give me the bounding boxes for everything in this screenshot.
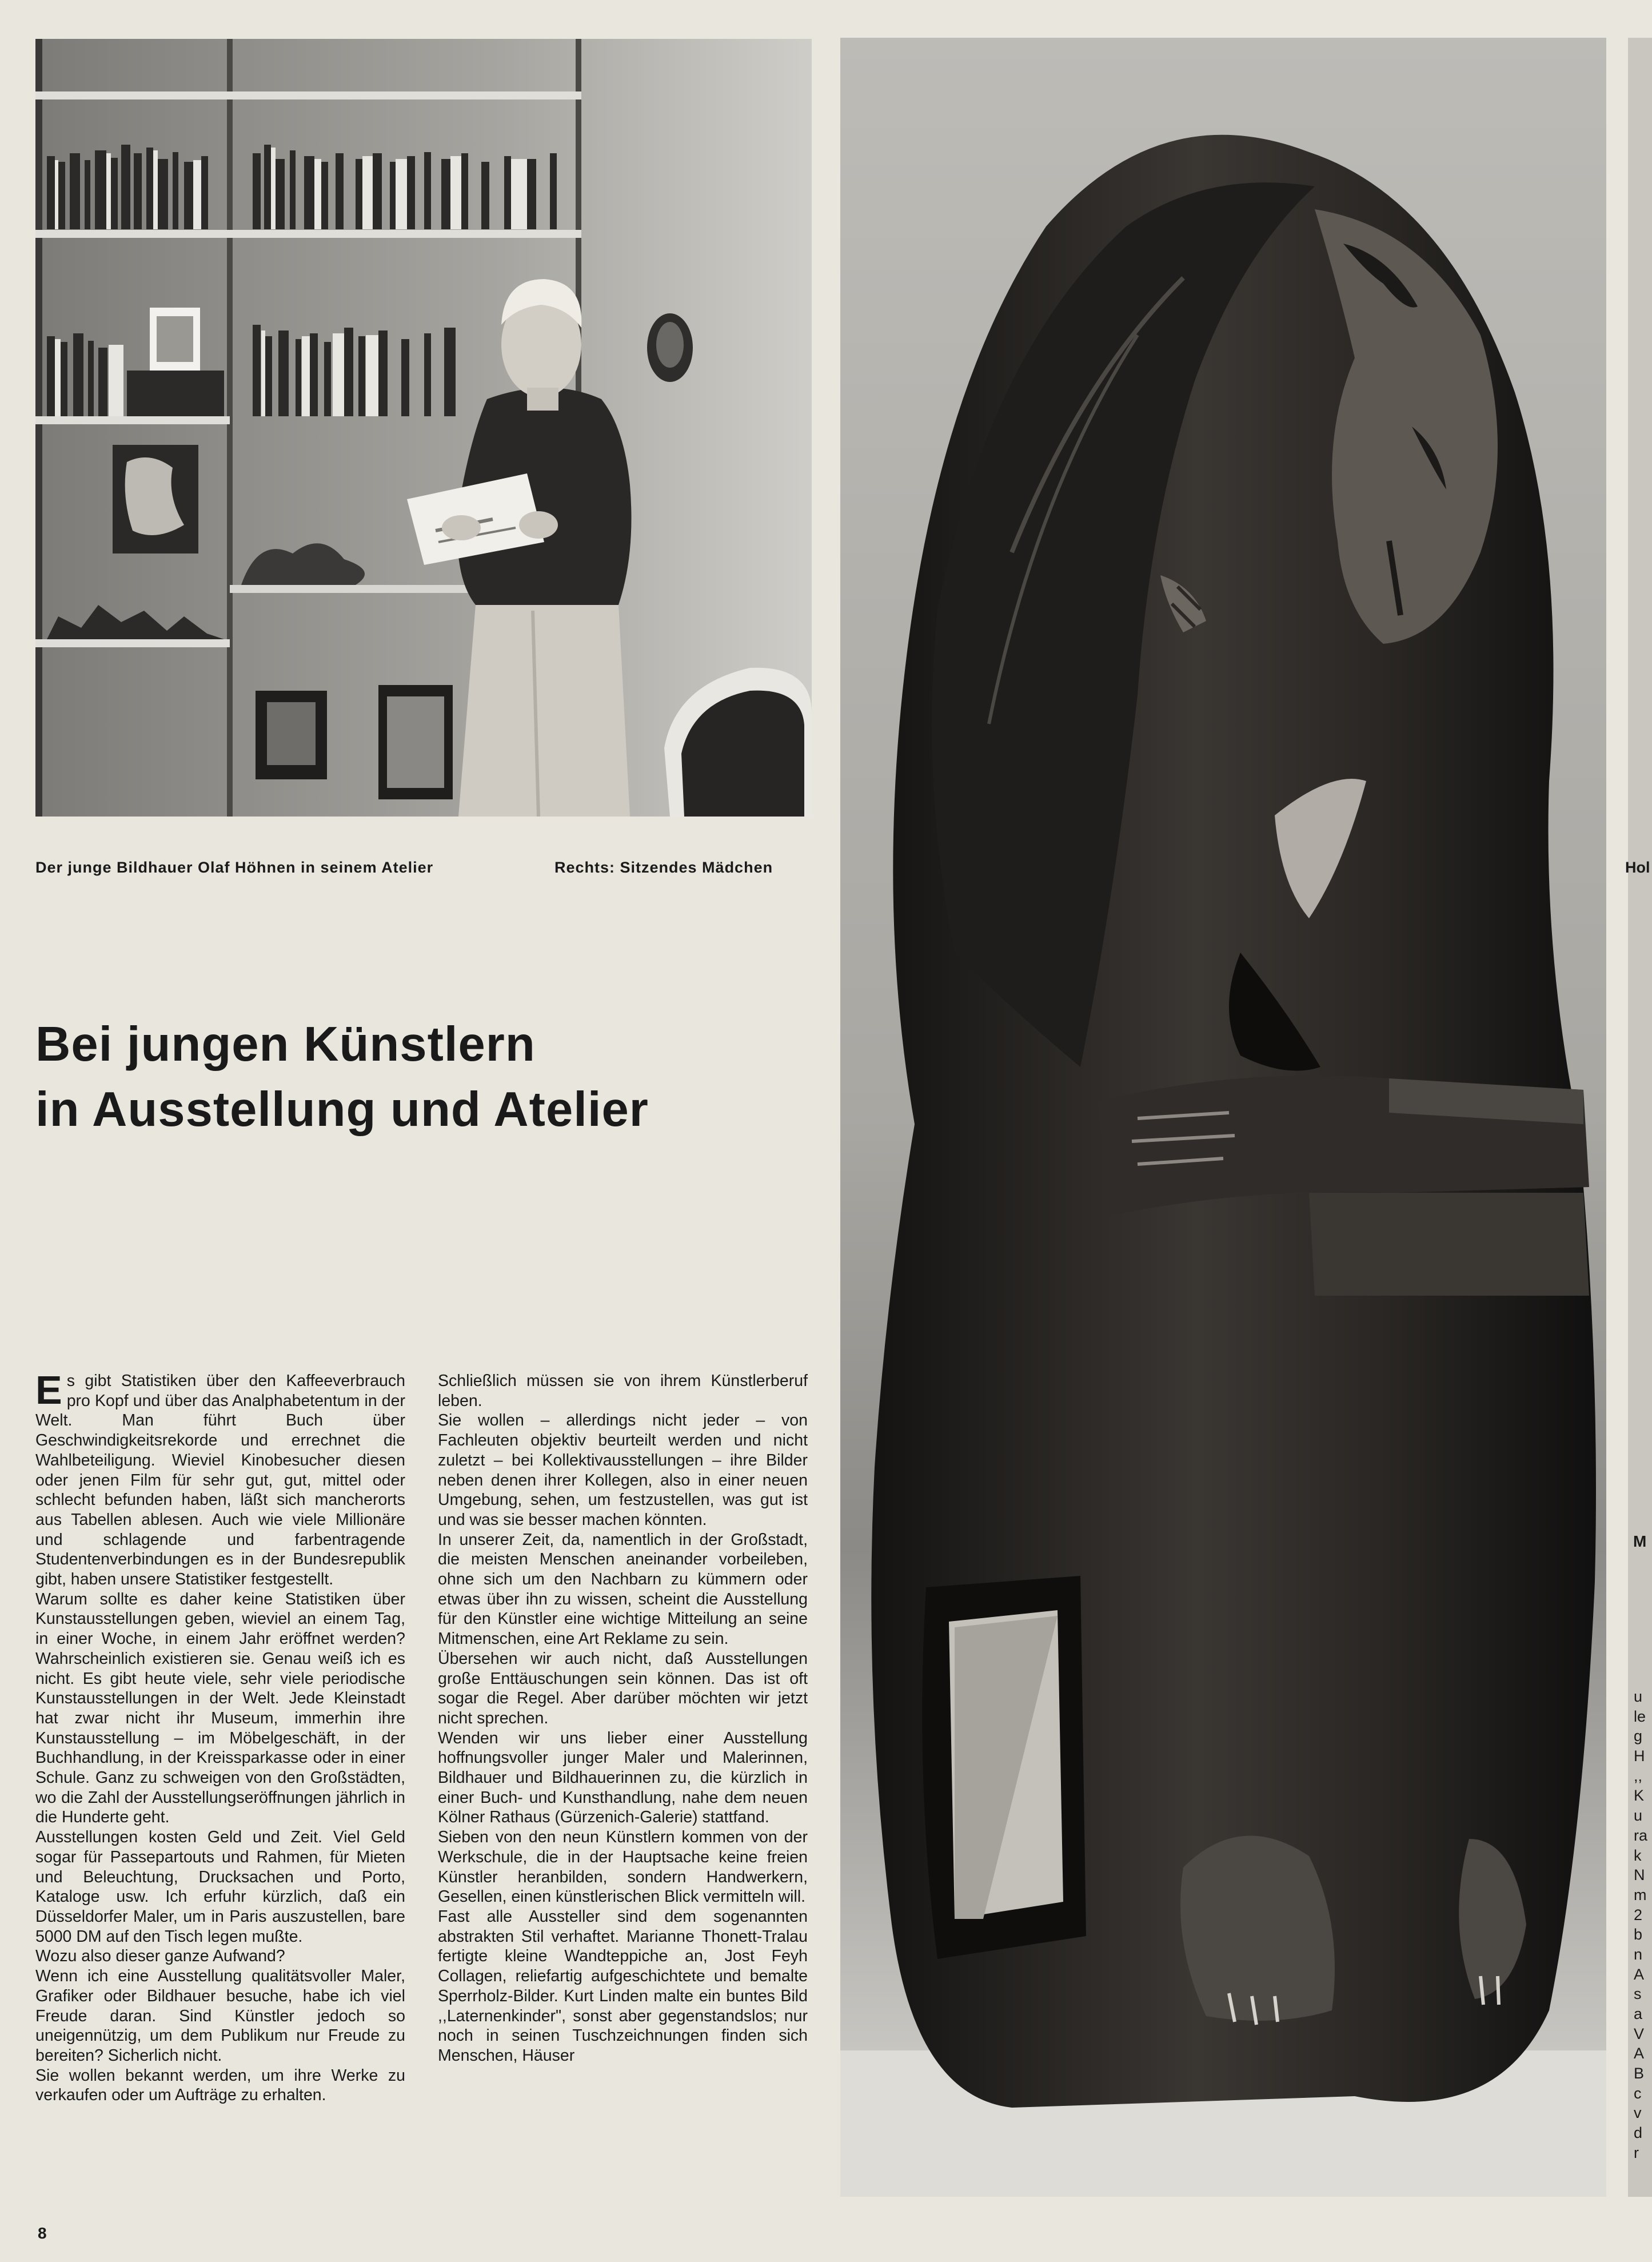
edge-text-fragments <box>1634 1687 1647 2163</box>
edge-text-fragment: ra <box>1634 1826 1648 1844</box>
edge-text-fragment: u <box>1634 1688 1643 1705</box>
headline-line-2: in Ausstellung und Atelier <box>35 1082 649 1137</box>
edge-text-fragment: k <box>1634 1846 1642 1864</box>
edge-text-fragment: N <box>1634 1866 1645 1884</box>
paragraph: In unserer Zeit, da, namentlich in der Großstadt, die meisten Menschen aneinander vorbeileben, ohne sich um den Nachbarn zu kümmern oder etwas über ihn zu wissen, scheint die Ausstellung für den Künstler eine wichtige Mitteilung an seine Mitmenschen, eine Art Reklame zu sein. <box>438 1530 808 1648</box>
paragraph: Wenden wir uns lieber einer Ausstellung hoffnungsvoller junger Maler und Malerinnen, Bildhauer und Bildhauerinnen zu, die kürzlich in einer Buch- und Kunsthandlung, nahe dem neuen Kölner Rathaus (Gürzenich-Galerie) stattfand. <box>438 1729 808 1827</box>
paragraph: Wozu also dieser ganze Aufwand? <box>35 1947 285 1966</box>
photo-caption-left: Der junge Bildhauer Olaf Höhnen in seinem Atelier <box>35 859 434 876</box>
photo-sitting-girl-sculpture <box>840 38 1606 2197</box>
paragraph: Warum sollte es daher keine Statistiken über Kunstausstellungen geben, wieviel an einem Tag, in einer Woche, in einem Jahr eröffnet werden? Wahrscheinlich existieren sie. Genau weiß ich es nicht. Es gibt heute viele, sehr viele periodische Kunstausstellungen in der Welt. Jede Kleinstadt hat zwar nicht ihr Museum, immerhin ihre Kunstausstellung – im Möbelgeschäft, in der Buchhandlung, in der Kreissparkasse oder in einer Schule. Ganz zu schweigen von den Großstädten, wo die Zahl der Ausstellungseröffnungen jährlich in die Hunderte geht. <box>35 1590 405 1827</box>
paragraph: Übersehen wir auch nicht, daß Ausstellungen große Enttäuschungen sein können. Das ist oft sogar die Regel. Aber darüber möchten wir jetzt nicht sprechen. <box>438 1649 808 1727</box>
edge-text-fragment: b <box>1634 1926 1643 1944</box>
paragraph: Es gibt Statistiken über den Kaffeeverbrauch pro Kopf und über das Analphabetentum in der Welt. Man führt Buch über Geschwindigkeitsrekorde und errechnet die Wahlbeteiligung. Wieviel Kinobesucher diesen oder jenen Film für sehr gut, gut, mittel oder schlecht befunden haben, läßt sich mancherorts aus Tabellen ablesen. Auch wie viele Millionäre und schlagende und farbentragende Studentenverbindungen es in der Bundesrepublik gibt, haben unsere Statistiker festgestellt. <box>35 1368 405 1589</box>
edge-text-fragment: V <box>1634 2025 1645 2042</box>
edge-text-fragment: u <box>1634 1807 1643 1825</box>
photo-sculptor-in-atelier <box>35 39 812 817</box>
headline-line-1: Bei jungen Künstlern <box>35 1017 536 1072</box>
edge-text-fragment: d <box>1634 2124 1643 2142</box>
paragraph: Sieben von den neun Künstlern kommen von der Werkschule, die in der Hauptsache keine freien Künstler heranbilden, sondern Handwerkern, Gesellen, einen künstlerischen Blick vermitteln will. <box>438 1828 808 1906</box>
edge-text-fragment: r <box>1634 2144 1639 2161</box>
article-headline <box>35 1012 813 1142</box>
edge-text-fragment: K <box>1634 1787 1645 1805</box>
edge-text-fragment: n <box>1634 1945 1643 1963</box>
edge-text-fragment: A <box>1634 1965 1645 1983</box>
article-column-1 <box>35 1368 405 2105</box>
edge-text-fragment: s <box>1634 1985 1642 2003</box>
edge-text-fragment: ,, <box>1634 1767 1643 1785</box>
edge-text-fragment: v <box>1634 2104 1642 2122</box>
sculptor-photo-illustration <box>35 39 812 817</box>
drop-cap: E <box>35 1368 62 1412</box>
paragraph: Ausstellungen kosten Geld und Zeit. Viel Geld sogar für Passepartouts und Rahmen, für Mieten und Beleuchtung, Drucksachen und Porto, Kataloge usw. Ich erfuhr kürzlich, daß ein Düsseldorfer Maler, um in Paris auszustellen, bare 5000 DM auf den Tisch legen mußte. <box>35 1828 405 1946</box>
edge-text-fragment: B <box>1634 2065 1645 2082</box>
edge-text-fragment: 2 <box>1634 1906 1643 1924</box>
paragraph: Schließlich müssen sie von ihrem Künstlerberuf leben. <box>438 1372 808 1410</box>
paragraph: Sie wollen – allerdings nicht jeder – von Fachleuten objektiv beurteilt werden und nicht zuletzt – bei Kollektivausstellungen – ihre Bilder neben denen ihrer Kollegen, also in einer neuen Umgebung, sehen, um festzustellen, was gut ist und was sie besser machen könnten. <box>438 1411 808 1529</box>
edge-text-fragment: g <box>1634 1727 1643 1745</box>
edge-text-fragment: A <box>1634 2045 1645 2062</box>
edge-text-fragment: a <box>1634 2005 1643 2022</box>
paragraph: Sie wollen bekannt werden, um ihre Werke zu verkaufen oder um Aufträge zu erhalten. <box>35 2066 405 2105</box>
page-number: 8 <box>38 2224 47 2242</box>
edge-text-fragment: le <box>1634 1707 1646 1725</box>
edge-caption-fragment: Hol <box>1625 859 1650 876</box>
sculpture-photo-illustration <box>840 38 1606 2197</box>
edge-text-fragment: c <box>1634 2084 1642 2102</box>
article-column-2 <box>438 1371 808 2066</box>
photo-caption-right: Rechts: Sitzendes Mädchen <box>554 859 773 876</box>
paragraph: Fast alle Aussteller sind dem sogenannten abstrakten Stil verhaftet. Marianne Thonett-Tralau fertigte kleine Wandteppiche an, Jost Feyh Collagen, reliefartig aufgeschichtete und bemalte Sperrholz-Bilder. Kurt Linden malte ein buntes Bild ,,Laternenkinder", sonst aber gegenstandslos; nur noch in seinen Tuschzeichnungen finden sich Menschen, Häuser <box>438 1907 808 2065</box>
edge-text-fragment: H <box>1634 1747 1645 1765</box>
edge-heading-fragment: M <box>1633 1532 1647 1550</box>
edge-text-fragment: m <box>1634 1886 1647 1903</box>
paragraph: Wenn ich eine Ausstellung qualitätsvoller Maler, Grafiker oder Bildhauer besuche, habe ich viel Freude daran. Sind Künstler jedoch so uneigennützig, um dem Publikum nur Freude zu bereiten? Sicherlich nicht. <box>35 1967 405 2065</box>
